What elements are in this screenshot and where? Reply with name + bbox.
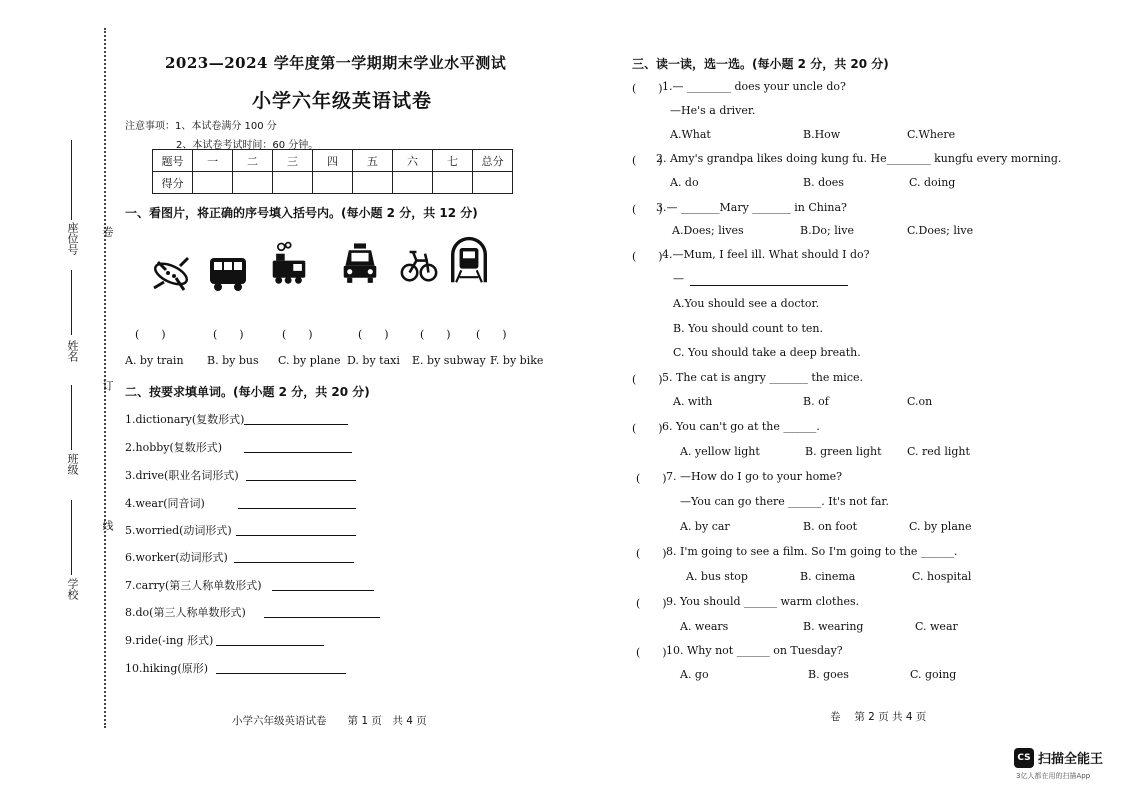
q3-bracket[interactable]: ( ) [632,203,663,216]
q7-text-b: —You can go there ______. It's not far. [680,495,889,508]
section1-option: C. by plane [278,354,341,367]
section2-heading: 二、按要求填单词。(每小题 2 分，共 20 分) [125,385,370,399]
score-value-row [153,172,513,194]
score-head-cell: 五 [353,150,393,172]
score-head-cell: 总分 [473,150,513,172]
q1-option[interactable]: A.What [670,128,711,141]
score-cell[interactable] [313,172,353,194]
section1-option: E. by subway [412,354,486,367]
fill-item: 4.wear(同音词) [125,497,205,510]
binding-line [104,28,106,728]
q6-bracket[interactable]: ( ) [632,422,663,435]
camscanner-name: 扫描全能王 [1038,752,1104,767]
q8-bracket[interactable]: ( ) [636,547,667,560]
seat-field[interactable] [71,140,73,220]
fill-item: 10.hiking(原形) [125,662,208,675]
score-head-cell: 二 [233,150,273,172]
q1-bracket[interactable]: ( ) [632,82,663,95]
fill-item: 9.ride(-ing 形式) [125,634,214,647]
q2-option[interactable]: C. doing [909,176,956,189]
name-label: 姓名 [66,340,79,362]
q5-bracket[interactable]: ( ) [632,373,663,386]
score-head-cell: 四 [313,150,353,172]
score-cell[interactable] [353,172,393,194]
school-field[interactable] [71,500,73,575]
q4-option[interactable]: A.You should see a doctor. [673,297,820,310]
taxi-icon [339,240,381,288]
camscanner-tagline: 3亿人都在用的扫描App [1016,772,1091,780]
q8-option[interactable]: A. bus stop [686,570,748,583]
name-field[interactable] [71,270,73,335]
answer-line[interactable] [244,423,348,425]
q6-text: 6. You can't go at the ______. [662,420,820,433]
score-head-cell: 题号 [153,150,193,172]
school-label: 学校 [66,578,79,600]
airplane-icon [150,248,192,296]
fill-item: 7.carry(第三人称单数形式) [125,579,262,592]
q4-text-b: — [673,272,684,285]
q2-bracket[interactable]: ( ) [632,154,663,167]
answer-line[interactable] [244,451,352,453]
q3-option[interactable]: B.Do; live [800,224,854,237]
q5-option[interactable]: C.on [907,395,933,408]
q7-option[interactable]: A. by car [680,520,730,533]
q2-option[interactable]: B. does [803,176,844,189]
score-head-cell: 三 [273,150,313,172]
answer-line[interactable] [216,672,346,674]
q3-option[interactable]: C.Does; live [907,224,974,237]
q9-text: 9. You should ______ warm clothes. [666,595,860,608]
q6-option[interactable]: C. red light [907,445,970,458]
camscanner-logo: CS [1014,748,1034,768]
section1-bracket[interactable]: ( ) [420,328,451,341]
q6-option[interactable]: A. yellow light [680,445,760,458]
class-label: 班级 [66,453,79,475]
section1-bracket[interactable]: ( ) [213,328,244,341]
q6-option[interactable]: B. green light [805,445,882,458]
section1-bracket[interactable]: ( ) [282,328,313,341]
answer-line[interactable] [246,479,356,481]
q9-option[interactable]: B. wearing [803,620,864,633]
answer-line[interactable] [264,616,380,618]
q4-answer-line[interactable] [690,284,848,286]
q8-text: 8. I'm going to see a film. So I'm going to the ______. [666,545,958,558]
footer-right: 卷 第 2 页 共 4 页 [830,711,927,723]
fill-item: 3.drive(职业名词形式) [125,469,239,482]
answer-line[interactable] [238,507,356,509]
q3-option[interactable]: A.Does; lives [672,224,744,237]
section1-bracket[interactable]: ( ) [358,328,389,341]
section1-heading: 一、看图片，将正确的序号填入括号内。(每小题 2 分，共 12 分) [125,206,478,220]
seat-label: 座位号 [66,222,79,255]
score-cell[interactable] [193,172,233,194]
q8-option[interactable]: C. hospital [912,570,972,583]
section1-option: A. by train [125,354,184,367]
fill-item: 1.dictionary(复数形式) [125,413,245,426]
q5-option[interactable]: B. of [803,395,829,408]
binding-juan: 卷 [101,226,114,237]
q8-option[interactable]: B. cinema [800,570,856,583]
exam-title: 2023—2024 学年度第一学期期末学业水平测试 [165,54,507,72]
binding-xian: 线 [101,520,114,531]
bike-icon [398,240,440,288]
fill-item: 5.worried(动词形式) [125,524,232,537]
q1-option[interactable]: B.How [803,128,841,141]
q4-option[interactable]: B. You should count to ten. [673,322,823,335]
section1-option: D. by taxi [347,354,400,367]
bus-icon [207,248,249,296]
exam-subtitle: 小学六年级英语试卷 [252,90,433,112]
q3-text: 3.— _______Mary _______ in China? [656,201,847,214]
q9-option[interactable]: A. wears [680,620,729,633]
score-cell[interactable] [433,172,473,194]
score-cell[interactable] [393,172,433,194]
q4-text: 4.—Mum, I feel ill. What should I do? [662,248,870,261]
q9-bracket[interactable]: ( ) [636,597,667,610]
note-1: 注意事项：1、本试卷满分 100 分 [125,121,277,132]
fill-item: 8.do(第三人称单数形式) [125,606,246,619]
answer-line[interactable] [272,589,374,591]
score-cell[interactable] [473,172,513,194]
score-head-cell: 七 [433,150,473,172]
score-row-label: 得分 [153,172,193,194]
score-head-cell: 一 [193,150,233,172]
q1-text: 1.— ________ does your uncle do? [662,80,846,93]
q2-option[interactable]: A. do [670,176,699,189]
score-cell[interactable] [233,172,273,194]
section3-heading: 三、读一读，选一选。(每小题 2 分，共 20 分) [632,57,889,71]
q2-text: 2. Amy's grandpa likes doing kung fu. He________ kungfu every morning. [656,152,1062,165]
answer-line[interactable] [234,561,354,563]
q1-option[interactable]: C.Where [907,128,956,141]
section1-bracket[interactable]: ( ) [135,328,166,341]
section1-option: F. by bike [490,354,544,367]
fill-item: 2.hobby(复数形式) [125,441,223,454]
q5-text: 5. The cat is angry _______ the mice. [662,371,863,384]
q1-text-b: —He's a driver. [670,104,756,117]
train-icon [268,240,310,288]
q4-bracket[interactable]: ( ) [632,250,663,263]
note-2: 2、本试卷考试时间：60 分钟。 [176,140,319,151]
q5-option[interactable]: A. with [673,395,713,408]
q7-text: 7. —How do I go to your home? [666,470,843,483]
class-field[interactable] [71,385,73,450]
subway-icon [448,236,490,284]
answer-line[interactable] [236,534,356,536]
q10-bracket[interactable]: ( ) [636,646,667,659]
score-header-row [153,150,513,172]
q10-text: 10. Why not ______ on Tuesday? [666,644,843,657]
q10-option[interactable]: C. going [910,668,957,681]
fill-item: 6.worker(动词形式) [125,551,228,564]
score-head-cell: 六 [393,150,433,172]
q10-option[interactable]: A. go [680,668,709,681]
section1-bracket[interactable]: ( ) [476,328,507,341]
q4-option[interactable]: C. You should take a deep breath. [673,346,861,359]
q7-option[interactable]: C. by plane [909,520,972,533]
score-cell[interactable] [273,172,313,194]
score-table [152,149,513,194]
section1-option: B. by bus [207,354,259,367]
q10-option[interactable]: B. goes [808,668,849,681]
footer-left: 小学六年级英语试卷 第 1 页 共 4 页 [232,715,427,727]
answer-line[interactable] [216,644,324,646]
q7-option[interactable]: B. on foot [803,520,858,533]
binding-ding: 订 [101,380,114,391]
q7-bracket[interactable]: ( ) [636,472,667,485]
q9-option[interactable]: C. wear [915,620,958,633]
